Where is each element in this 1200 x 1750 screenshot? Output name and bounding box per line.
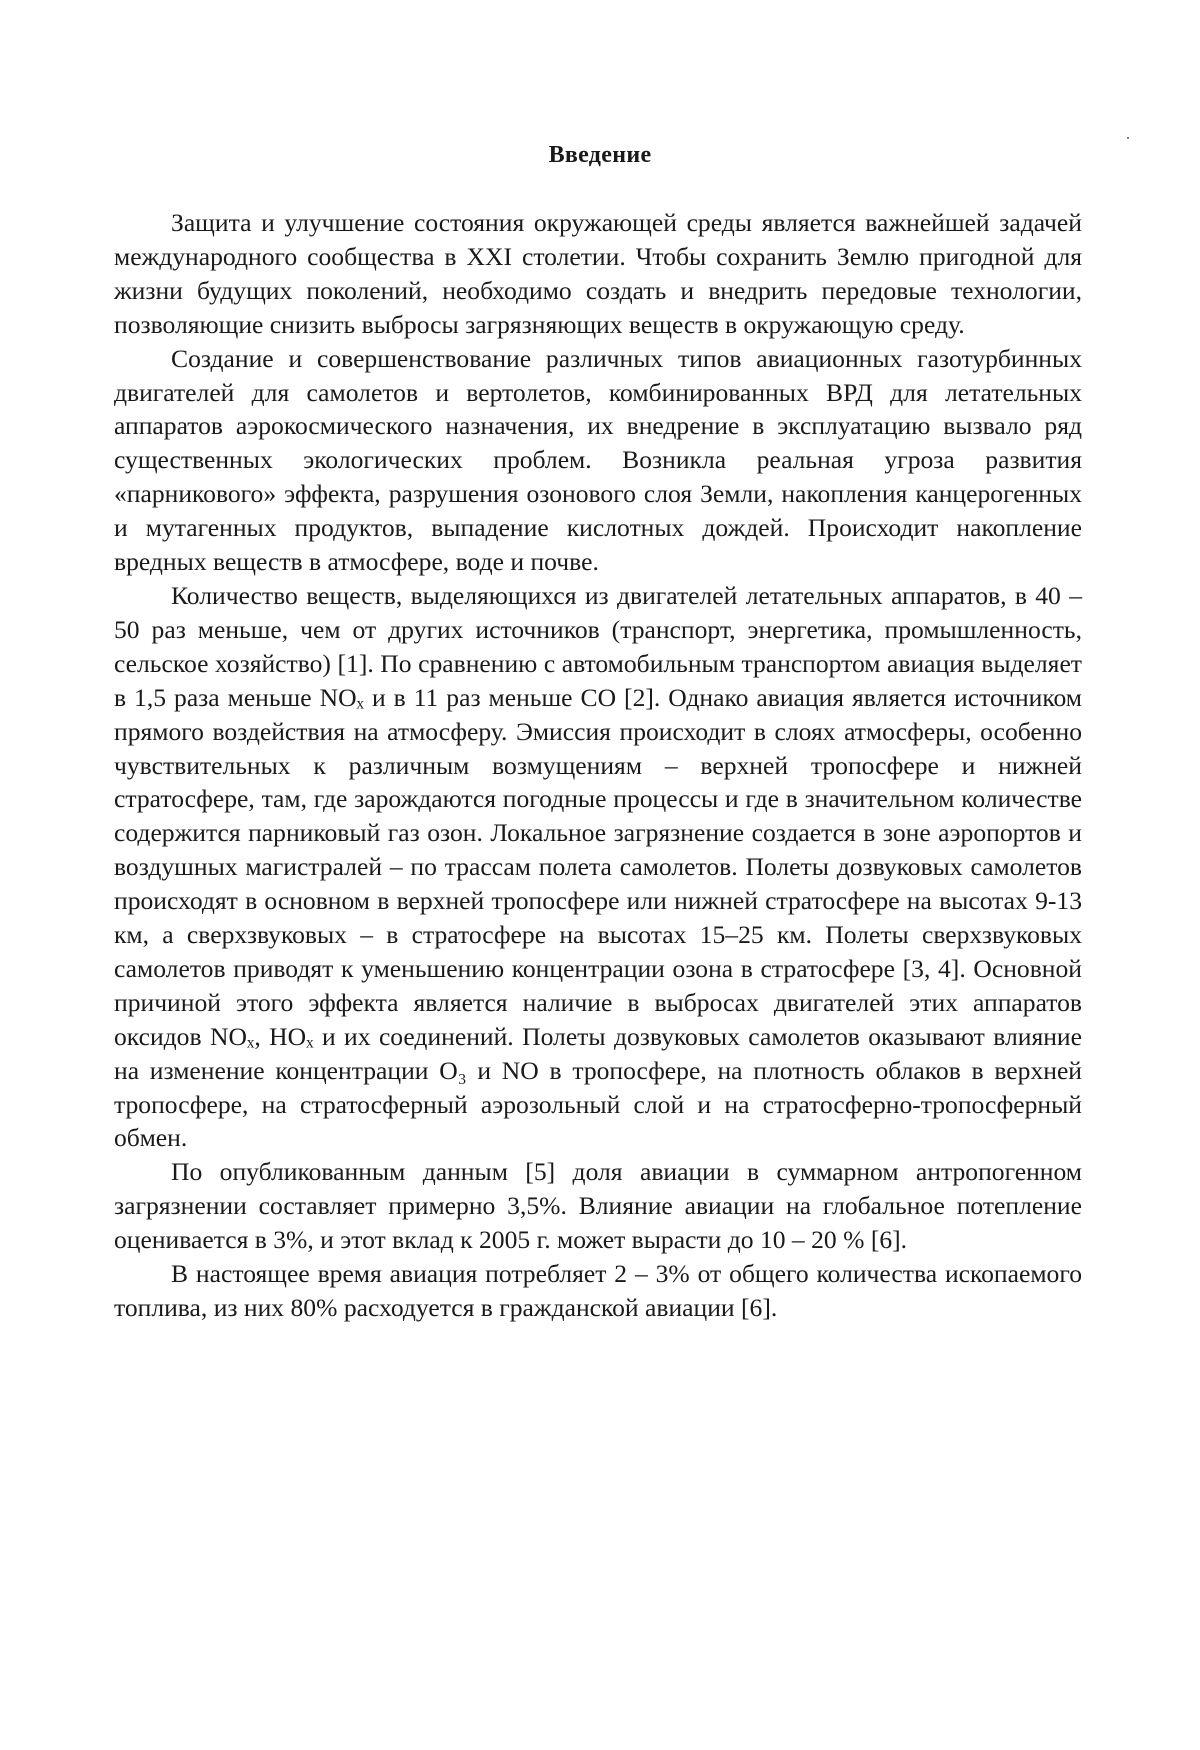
paragraph-5: В настоящее время авиация потребляет 2 – 3% от общего количества ископаемого топлива, из них 80% расходуется в гражданской авиации [6].: [114, 1259, 1082, 1322]
scan-speck: [1127, 137, 1129, 139]
paragraph-4: По опубликованным данным [5] доля авиации в суммарном антропогенном загрязнении составляет примерно 3,5%. Влияние авиации на глобальное потепление оценивается в 3%, и этот вклад к 2005 г. может вырасти до 10 – 20 % [6].: [114, 1157, 1082, 1255]
paragraph-1: Защита и улучшение состояния окружающей среды является важнейшей задачей международного сообщества в XXI столетии. Чтобы сохранить Землю пригодной для жизни будущих поколений, необходимо создать и внедрить передовые технологии, позволяющие снизить выбросы загрязняющих веществ в окружающую среду.: [114, 208, 1082, 339]
paragraph-2: Создание и совершенствование различных типов авиационных газотурбинных двигателей для самолетов и вертолетов, комбинированных ВРД для летательных аппаратов аэрокосмического назначения, их внедрение в эксплуатацию вызвало ряд существенных экологических проблем. Возникла реальная угроза развития «парникового» эффекта, разрушения озонового слоя Земли, накопления канцерогенных и мутагенных продуктов, выпадение кислотных дождей. Происходит накопление вредных веществ в атмосфере, воде и почве.: [114, 343, 1082, 577]
page-title: Введение: [548, 142, 652, 168]
paragraph-3: Количество веществ, выделяющихся из двигателей летательных аппаратов, в 40 – 50 раз меньше, чем от других источников (транспорт, энергетика, промышленность, сельское хозяйство) [1]. По сравнению с автомобильным транспортом авиация выделяет в 1,5 раза меньше NOₓ и в 11 раз меньше CO [2]. Однако авиация является источником прямого воздействия на атмосферу. Эмиссия происходит в слоях атмосферы, особенно чувствительных к различным возмущениям – верхней тропосфере и нижней стратосфере, там, где зарождаются погодные процессы и где в значительном количестве содержится парниковый газ озон. Локальное загрязнение создается в зоне аэропортов и воздушных магистралей – по трассам полета самолетов. Полеты дозвуковых самолетов происходят в основном в верхней тропосфере или нижней стратосфере на высотах 9-13 км, а сверхзвуковых – в стратосфере на высотах 15–25 км. Полеты сверхзвуковых самолетов приводят к уменьшению концентрации озона в стратосфере [3, 4]. Основной причиной этого эффекта является наличие в выбросах двигателей этих аппаратов оксидов NOₓ, HOₓ и их соединений. Полеты дозвуковых самолетов оказывают влияние на изменение концентрации O₃ и NO в тропосфере, на плотность облаков в верхней тропосфере, на стратосферный аэрозольный слой и на стратосферно-тропосферный обмен.: [114, 580, 1082, 1153]
document-body: [114, 206, 1082, 1325]
